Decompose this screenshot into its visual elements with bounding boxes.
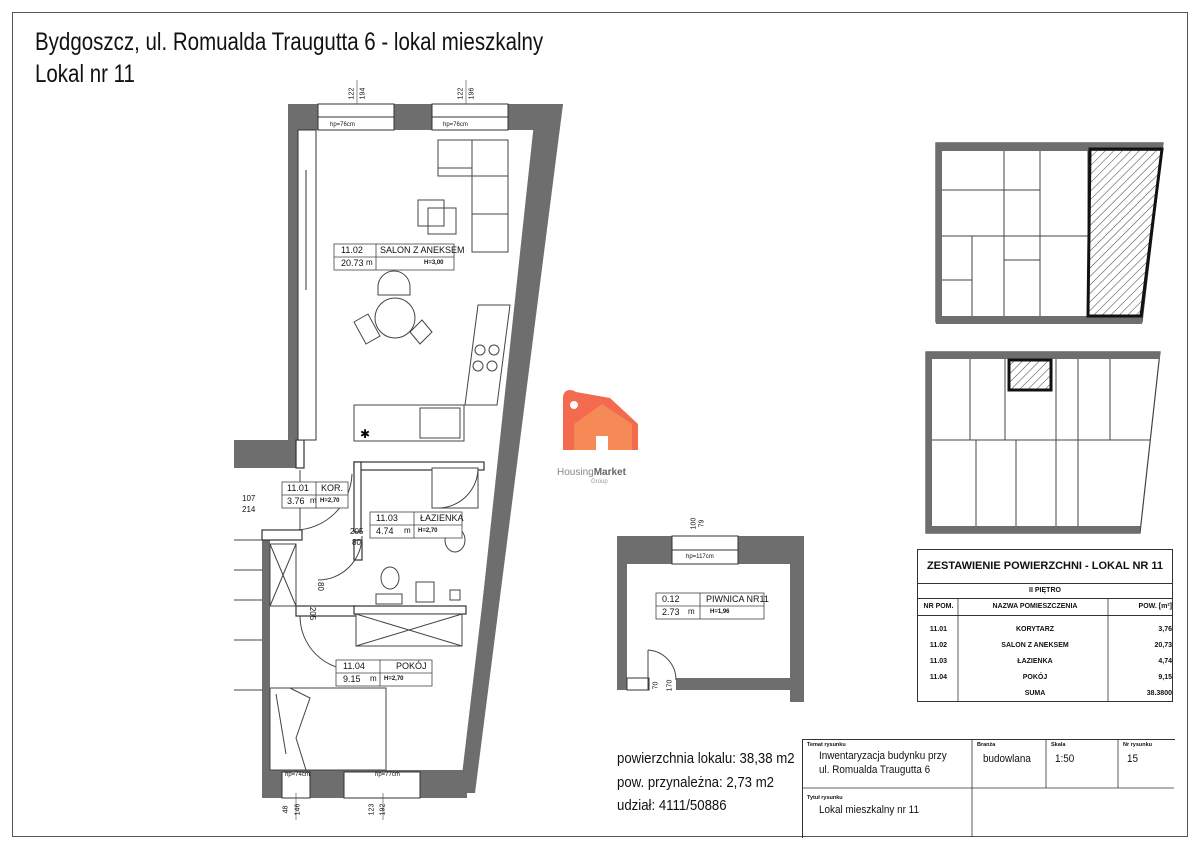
window-1-dim: hp=76cm (330, 122, 355, 128)
row-area: 9,15 (1158, 674, 1172, 681)
logo-brand-a: Housing (557, 467, 594, 478)
cellar-dim-door-b: 170 (666, 679, 674, 692)
lazienka-area: 4.74 (376, 526, 394, 536)
cellar-dim-door-a: 70 (652, 681, 660, 690)
summary-aux: pow. przynależna: 2,73 m2 (617, 774, 775, 791)
scale-value: 1:50 (1055, 753, 1075, 765)
topic-label: Temat rysunku (807, 742, 846, 748)
window-2-dim: hp=76cm (443, 122, 468, 128)
salon-height: H=3,00 (424, 260, 444, 266)
dim-bottom-2a: 123 (368, 803, 376, 816)
col-area: POW. [m²] (1138, 603, 1172, 610)
wardrobe (298, 130, 316, 440)
door-entry-a: 107 (242, 494, 256, 503)
dining-table-icon (354, 271, 432, 344)
lazienka-number: 11.03 (376, 513, 398, 523)
salon-unit: m (366, 258, 373, 267)
row-nr: 11.04 (929, 674, 948, 681)
corridor-wardrobe (270, 544, 296, 606)
kor-number: 11.01 (287, 483, 309, 493)
table-title: ZESTAWIENIE POWIERZCHNI - LOKAL NR 11 (918, 550, 1172, 584)
logo-text (557, 467, 626, 478)
dim-bottom-1a: 48 (282, 805, 290, 814)
table-floor: II PIĘTRO (918, 584, 1172, 599)
row-area: 3,76 (1158, 626, 1172, 633)
title-block (802, 739, 1175, 838)
window-4-dim: hp=77cm (375, 772, 400, 778)
dim-top-2b: 196 (468, 87, 476, 100)
salon-number: 11.02 (341, 245, 363, 255)
kor-area: 3.76 (287, 496, 305, 506)
cellar-dim-top-a: 100 (690, 517, 698, 530)
logo-sub: Group (591, 479, 608, 485)
cellar-name: PIWNICA NR11 (706, 594, 769, 604)
cellar-height: H=1,96 (710, 609, 730, 615)
drawing-name-value: Lokal mieszkalny nr 11 (819, 804, 919, 816)
cellar-dim-top-b: 79 (698, 519, 706, 528)
window-3-dim: hp=74cm (285, 772, 310, 778)
pokoj-unit: m (370, 674, 377, 683)
gas-symbol: ✱ (360, 427, 371, 441)
door-bath-a: 205 (350, 527, 364, 536)
kor-height: H=2,70 (320, 498, 340, 504)
row-nr: 11.03 (929, 658, 948, 665)
summary-share: udział: 4111/50886 (617, 797, 727, 814)
washer-icon (416, 582, 434, 602)
table-row (918, 671, 1172, 684)
drawing-no-label: Nr rysunku (1123, 742, 1153, 748)
dim-top-1a: 122 (348, 87, 356, 100)
table-sum-row (918, 687, 1172, 700)
unit-11-highlight (1088, 149, 1162, 316)
table-row (918, 623, 1172, 636)
pokoj-wardrobe (356, 614, 462, 646)
topic-line2: ul. Romualda Traugutta 6 (819, 764, 931, 776)
cellar-plan (617, 536, 804, 702)
entry-stairs (234, 540, 262, 690)
door-bath-b: 80 (352, 538, 361, 547)
dim-bottom-1b: 146 (294, 803, 302, 816)
row-area: 20,73 (1154, 642, 1172, 649)
salon-name: SALON Z ANEKSEM (380, 245, 465, 255)
row-nr: 11.02 (929, 642, 948, 649)
toilet-icon (376, 567, 402, 604)
sofa-icon (438, 140, 508, 252)
cellar-11-highlight (1009, 360, 1051, 390)
door-entry-b: 214 (242, 505, 256, 514)
pokoj-number: 11.04 (343, 661, 365, 671)
lazienka-unit: m (404, 526, 411, 535)
pokoj-height: H=2,70 (384, 676, 404, 682)
summary-area: powierzchnia lokalu: 38,38 m2 (617, 750, 795, 767)
pokoj-area: 9.15 (343, 674, 361, 684)
table-row (918, 655, 1172, 668)
door-pokoj-b: 205 (308, 606, 318, 621)
drawing-name-label: Tytuł rysunku (807, 795, 843, 801)
dim-top-2a: 122 (457, 87, 465, 100)
col-name: NAZWA POMIESZCZENIA (992, 603, 1078, 610)
row-name: SALON Z ANEKSEM (1001, 642, 1069, 649)
drawing-title: Bydgoszcz, ul. Romualda Traugutta 6 - lokal mieszkalny (35, 28, 544, 56)
area-table (917, 549, 1173, 702)
row-area: 4,74 (1158, 658, 1172, 665)
logo-brand-b: Market (593, 467, 626, 478)
cellar-area: 2.73 (662, 607, 680, 617)
lazienka-height: H=2,70 (418, 528, 438, 534)
shower-icon (432, 468, 478, 508)
sum-label: SUMA (1024, 690, 1046, 697)
row-name: KORYTARZ (1015, 626, 1055, 633)
table-row (918, 639, 1172, 652)
salon-area: 20.73 (341, 258, 364, 268)
door-pokoj-a: 80 (315, 582, 325, 591)
drawing-no-value: 15 (1127, 753, 1139, 765)
cellar-unit: m (688, 607, 695, 616)
row-name: POKÓJ (1022, 674, 1048, 681)
dim-top-1b: 194 (359, 87, 367, 100)
col-nr: NR POM. (923, 603, 954, 610)
unit-title: Lokal nr 11 (35, 60, 135, 88)
cellar-number: 0.12 (662, 594, 680, 604)
pokoj-name: POKÓJ (396, 661, 427, 671)
row-name: ŁAZIENKA (1017, 658, 1053, 665)
armchair-icon (418, 200, 444, 226)
sum-value: 38.3800 (1146, 690, 1172, 697)
branch-label: Branża (977, 742, 996, 748)
kor-unit: m (310, 496, 317, 505)
lazienka-name: ŁAZIENKA (420, 513, 464, 523)
scale-label: Skala (1051, 742, 1066, 748)
topic-line1: Inwentaryzacja budynku przy (819, 750, 947, 762)
table-header (918, 599, 1172, 616)
kor-name: KOR. (321, 483, 344, 493)
dim-bottom-2b: 192 (379, 803, 387, 816)
bed-icon (270, 688, 386, 770)
row-nr: 11.01 (929, 626, 948, 633)
cellar-window-dim: hp=117cm (686, 554, 714, 560)
branch-value: budowlana (983, 753, 1031, 765)
